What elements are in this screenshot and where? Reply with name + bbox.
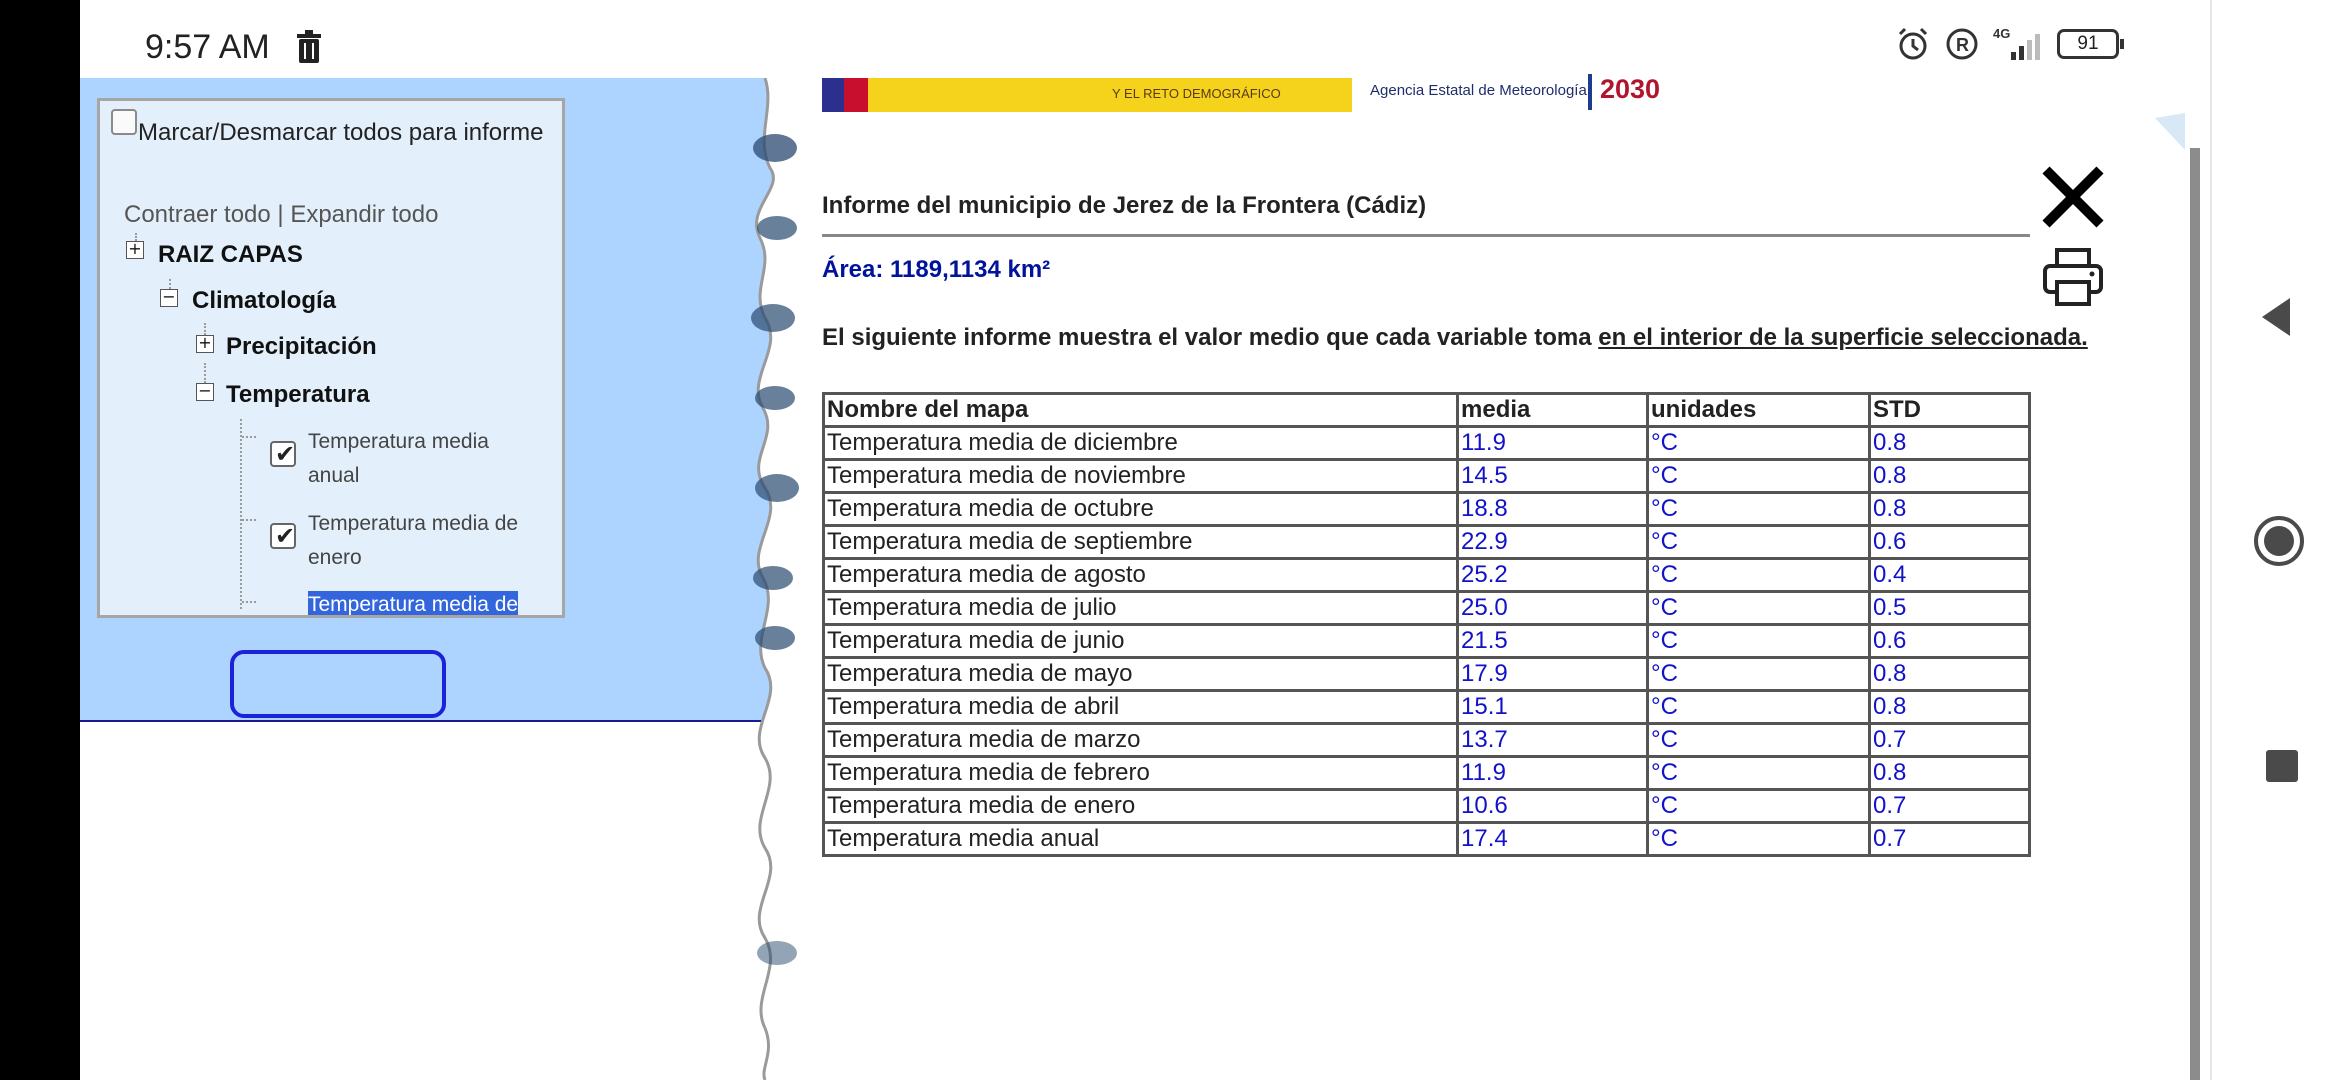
cell-std: 0.8 [1870, 691, 2030, 724]
cell-nombre: Temperatura media de agosto [824, 559, 1458, 592]
tree-connector [242, 601, 256, 603]
banner-separator [1588, 74, 1592, 110]
cell-unidades: °C [1648, 658, 1870, 691]
cell-media: 22.9 [1458, 526, 1648, 559]
cell-unidades: °C [1648, 493, 1870, 526]
status-time: 9:57 AM [145, 28, 270, 66]
cell-unidades: °C [1648, 724, 1870, 757]
trash-icon [295, 30, 323, 64]
agenda-2030-logo: 2030 [1600, 74, 1661, 104]
tree-connector [204, 363, 206, 383]
table-row [824, 691, 2030, 724]
cell-unidades: °C [1648, 460, 1870, 493]
collapse-expand-links[interactable]: Contraer todo | Expandir todo [124, 201, 439, 228]
cell-std: 0.6 [1870, 625, 2030, 658]
tree-node-root[interactable]: RAIZ CAPAS [158, 241, 303, 268]
network-type: 4G [1993, 26, 2011, 41]
recents-icon[interactable] [2266, 750, 2298, 782]
title-divider [822, 234, 2030, 237]
torn-edge-decoration [715, 78, 825, 1080]
table-header-row [824, 394, 2030, 427]
table-row [824, 724, 2030, 757]
toggle-all-checkbox[interactable] [111, 109, 137, 135]
cell-std: 0.8 [1870, 493, 2030, 526]
cell-nombre: Temperatura media de mayo [824, 658, 1458, 691]
cell-media: 11.9 [1458, 427, 1648, 460]
home-icon[interactable] [2253, 515, 2305, 567]
cell-media: 10.6 [1458, 790, 1648, 823]
cell-std: 0.6 [1870, 526, 2030, 559]
table-row [824, 427, 2030, 460]
cell-media: 13.7 [1458, 724, 1648, 757]
cell-media: 14.5 [1458, 460, 1648, 493]
cell-std: 0.4 [1870, 559, 2030, 592]
tree-node-temperatura[interactable]: Temperatura [226, 381, 370, 408]
cell-media: 15.1 [1458, 691, 1648, 724]
signal-icon [1993, 26, 2043, 62]
table-row [824, 790, 2030, 823]
leaf-checkbox[interactable] [270, 441, 296, 467]
cell-std: 0.8 [1870, 757, 2030, 790]
tree-node-precipitacion[interactable]: Precipitación [226, 333, 377, 360]
ministry-banner [822, 78, 1352, 112]
cell-unidades: °C [1648, 526, 1870, 559]
cell-media: 17.4 [1458, 823, 1648, 856]
description-text: El siguiente informe muestra el valor medio que cada variable toma [822, 324, 1599, 351]
agency-name: Agencia Estatal de Meteorología [1370, 82, 1587, 99]
print-icon[interactable] [2042, 246, 2104, 308]
cell-unidades: °C [1648, 790, 1870, 823]
table-row [824, 658, 2030, 691]
cell-media: 17.9 [1458, 658, 1648, 691]
status-icons [1895, 26, 2119, 62]
cell-std: 0.7 [1870, 724, 2030, 757]
cell-nombre: Temperatura media de julio [824, 592, 1458, 625]
collapse-climatologia-icon[interactable]: − [160, 289, 178, 307]
tree-connector [242, 519, 256, 521]
table-row [824, 526, 2030, 559]
page-shadow [2190, 148, 2200, 1080]
battery-indicator [2057, 29, 2119, 59]
table-row [824, 823, 2030, 856]
cell-unidades: °C [1648, 592, 1870, 625]
close-icon[interactable] [2040, 164, 2106, 230]
cell-nombre: Temperatura media de abril [824, 691, 1458, 724]
tree-node-climatologia[interactable]: Climatología [192, 287, 337, 314]
expand-precipitacion-icon[interactable]: + [196, 335, 214, 353]
cell-unidades: °C [1648, 757, 1870, 790]
cell-nombre: Temperatura media de junio [824, 625, 1458, 658]
cell-nombre: Temperatura media de octubre [824, 493, 1458, 526]
cell-std: 0.8 [1870, 658, 2030, 691]
tree-connector [242, 436, 256, 438]
cell-nombre: Temperatura media de enero [824, 790, 1458, 823]
table-row [824, 460, 2030, 493]
cell-nombre: Temperatura media de septiembre [824, 526, 1458, 559]
battery-level: 91 [2077, 33, 2099, 54]
cell-std: 0.8 [1870, 460, 2030, 493]
table-row [824, 592, 2030, 625]
cell-std: 0.5 [1870, 592, 2030, 625]
cell-media: 25.0 [1458, 592, 1648, 625]
leaf-label[interactable]: Temperatura media de enero [308, 512, 519, 569]
report-table [822, 392, 2031, 857]
cell-nombre: Temperatura media de febrero [824, 757, 1458, 790]
table-row [824, 493, 2030, 526]
table-row [824, 757, 2030, 790]
cell-std: 0.8 [1870, 427, 2030, 460]
back-icon[interactable] [2258, 296, 2294, 338]
cell-unidades: °C [1648, 625, 1870, 658]
registered-icon [1945, 27, 1979, 61]
tree-connector [240, 419, 242, 609]
table-row [824, 625, 2030, 658]
toggle-all-label: Marcar/Desmarcar todos para informe [138, 119, 544, 146]
cell-nombre: Temperatura media de marzo [824, 724, 1458, 757]
cell-media: 18.8 [1458, 493, 1648, 526]
table-row [824, 559, 2030, 592]
cell-std: 0.7 [1870, 823, 2030, 856]
cell-unidades: °C [1648, 823, 1870, 856]
report-description [822, 324, 2088, 352]
leaf-label[interactable]: Temperatura media anual [308, 430, 489, 487]
flag-logo-blue [822, 78, 844, 112]
alarm-icon [1895, 26, 1931, 62]
expand-root-icon[interactable]: + [126, 241, 144, 259]
cell-std: 0.7 [1870, 790, 2030, 823]
cell-nombre: Temperatura media anual [824, 823, 1458, 856]
left-system-bar [0, 0, 80, 1080]
status-bar [80, 0, 2210, 78]
page-fold-decoration [2035, 78, 2195, 150]
cell-media: 11.9 [1458, 757, 1648, 790]
cell-unidades: °C [1648, 427, 1870, 460]
cell-unidades: °C [1648, 559, 1870, 592]
header-std: STD [1870, 394, 2030, 427]
report-button[interactable] [230, 650, 446, 718]
description-emphasis: en el interior de la superficie seleccionada. [1598, 324, 2088, 351]
cell-media: 25.2 [1458, 559, 1648, 592]
cell-nombre: Temperatura media de noviembre [824, 460, 1458, 493]
leaf-label-selected[interactable]: Temperatura media de [308, 591, 518, 618]
report-area: Área: 1189,1134 km² [822, 256, 1051, 283]
header-media: media [1458, 394, 1648, 427]
ministry-text: Y EL RETO DEMOGRÁFICO [1112, 86, 1281, 101]
cell-unidades: °C [1648, 691, 1870, 724]
header-nombre: Nombre del mapa [824, 394, 1458, 427]
header-unidades: unidades [1648, 394, 1870, 427]
collapse-temperatura-icon[interactable]: − [196, 383, 214, 401]
layer-tree-panel [97, 98, 565, 618]
leaf-checkbox[interactable] [270, 523, 296, 549]
cell-nombre: Temperatura media de diciembre [824, 427, 1458, 460]
cell-media: 21.5 [1458, 625, 1648, 658]
svg-text:R: R [1956, 35, 1969, 55]
report-title: Informe del municipio de Jerez de la Frontera (Cádiz) [822, 192, 1427, 219]
